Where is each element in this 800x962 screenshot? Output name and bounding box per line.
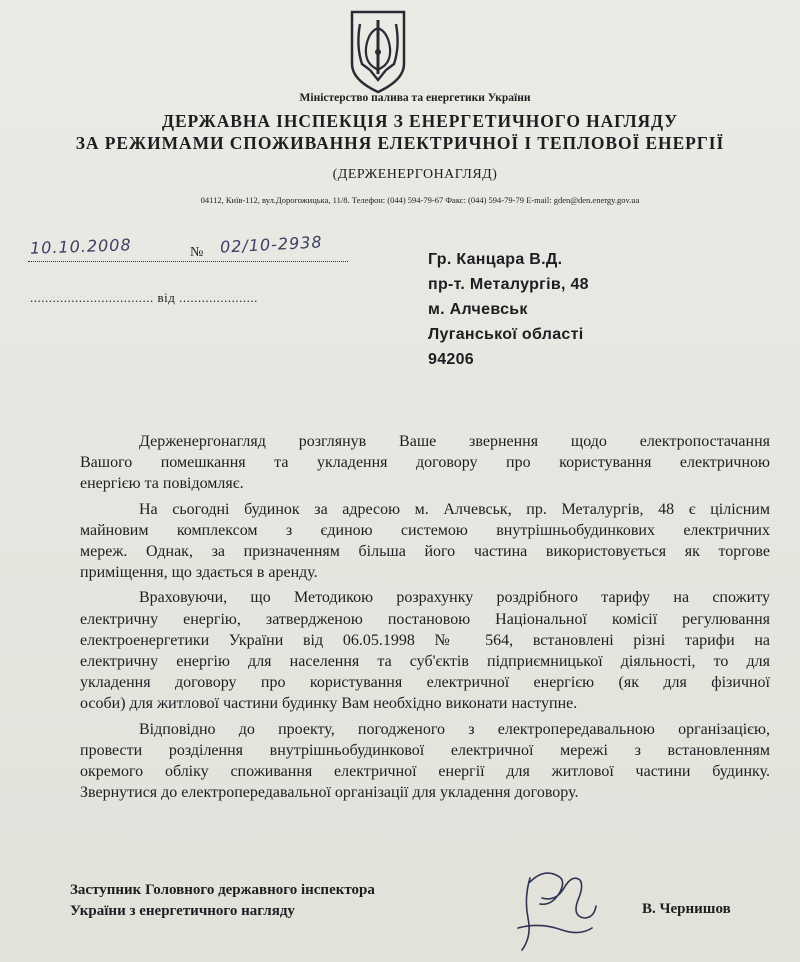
recipient-region: Луганської області (428, 326, 584, 343)
text-line: Вашого помешкання та укладення договору про користування електричною (80, 454, 770, 472)
signatory-name: В. Чернишов (642, 901, 731, 917)
ministry-name: Міністерство палива та енергетики України (299, 92, 531, 104)
text-line: особи) для житлової частини будинку Вам необхідно виконати наступне. (80, 695, 578, 713)
paragraph (80, 499, 770, 584)
recipient-street: пр-т. Металургів, 48 (428, 276, 589, 293)
text-line: окремого обліку споживання електричної енергії для житлової частини будинку. (80, 763, 770, 781)
text-line: мереж. Однак, за призначенням більша його частина використовується як торгове (80, 543, 770, 561)
signatory-title-line2: України з енергетичного нагляду (70, 903, 295, 919)
recipient-postcode: 94206 (428, 351, 474, 368)
registration-date: 10.10.2008 (29, 235, 132, 258)
handwritten-signature (500, 858, 610, 958)
text-line: Відповідно до проекту, погодженого з електропередавальною організацією, (139, 720, 770, 738)
reference-line: ................................. від ..................... (30, 290, 258, 305)
registration-line (28, 232, 348, 261)
registration-number: 02/10-2938 (219, 232, 324, 257)
paragraph (80, 719, 770, 804)
text-line: майновим комплексом з єдиною системою внутрішньобудинкових електричних (80, 521, 770, 539)
number-label: № (190, 245, 204, 260)
text-line: провести розділення внутрішньобудинкової електричної мережі з встановленням (80, 741, 770, 759)
text-line: приміщення, що здається в аренду. (80, 564, 318, 582)
signatory-title (70, 880, 375, 922)
letter-body (80, 431, 770, 807)
recipient-name: Гр. Канцара В.Д. (428, 251, 563, 268)
contact-line: 04112, Київ-112, вул.Дорогожицька, 11/8. Телефон: (044) 594-79-67 Факс: (044) 594-79-79 E-mail: gden@den.energy.gov.ua (200, 195, 640, 205)
trident-icon (346, 8, 410, 94)
text-line: електричну енергію, затвердженою постановою Національної комісії регулювання (80, 610, 770, 628)
organization-title-line2: ЗА РЕЖИМАМИ СПОЖИВАННЯ ЕЛЕКТРИЧНОЇ І ТЕПЛОВОЇ ЕНЕРГІЇ (75, 133, 725, 153)
signatory-title-line1: Заступник Головного державного інспектора (70, 882, 375, 898)
paragraph (80, 431, 770, 495)
text-line: енергією та повідомляє. (80, 475, 244, 493)
organization-abbreviation: (ДЕРЖЕНЕРГОНАГЛЯД) (332, 167, 498, 182)
text-line: укладення договору про користування електричної енергією (як для фізичної (80, 674, 770, 692)
text-line: Держенергонагляд розглянув Ваше звернення щодо електропостачання (139, 433, 770, 450)
text-line: електричну енергію для населення та суб'єктів підприємницької діяльності, то для (80, 653, 770, 671)
paragraph (80, 587, 770, 714)
recipient-address (428, 247, 589, 372)
registration-underline (28, 261, 348, 262)
organization-title-line1: ДЕРЖАВНА ІНСПЕКЦІЯ З ЕНЕРГЕТИЧНОГО НАГЛЯДУ (162, 111, 678, 131)
text-line: електроенергетики України від 06.05.1998 № 564, встановлені різні тарифи на (80, 631, 770, 649)
text-line: Звернутися до електропередавальної організації для укладення договору. (80, 784, 579, 802)
text-line: На сьогодні будинок за адресою м. Алчевськ, пр. Металургів, 48 є цілісним (139, 500, 770, 518)
recipient-city: м. Алчевськ (428, 301, 528, 318)
text-line: Враховуючи, що Методикою розрахунку роздрібного тарифу на спожиту (139, 589, 770, 607)
